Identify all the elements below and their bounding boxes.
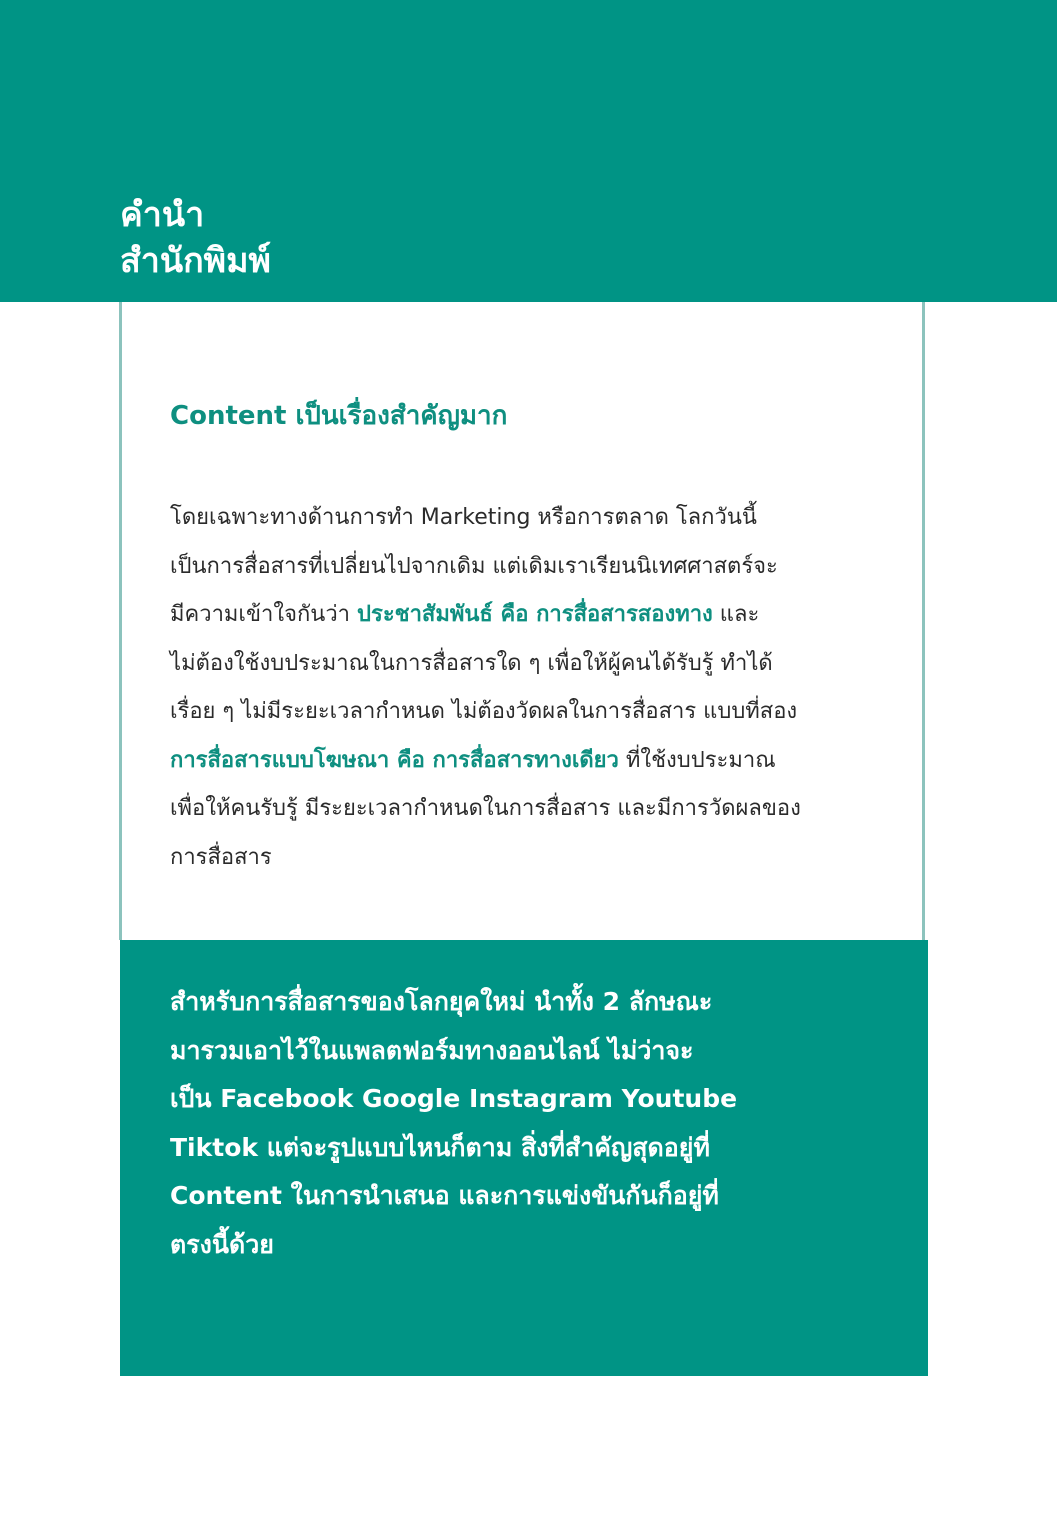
paragraph-line: ไม่ต้องใช้งบประมาณในการสื่อสารใด ๆ เพื่อให้ผู้คนได้รับรู้ ทำได้ [170,650,773,676]
section-heading: Content เป็นเรื่องสำคัญมาก [170,401,508,431]
callout-line: ตรงนี้ด้วย [170,1229,274,1259]
paragraph-line: เป็นการสื่อสารที่เปลี่ยนไปจากเดิม แต่เดิมเราเรียนนิเทศศาสตร์จะ [170,553,778,579]
callout-line: เป็น Facebook Google Instagram Youtube [170,1084,738,1113]
page-title [120,192,271,284]
paragraph-line: โดยเฉพาะทางด้านการทำ Marketing หรือการตลาด โลกวันนี้ [170,505,757,530]
page-title-line-1: คำนำ [120,195,205,235]
callout-line: มารวมเอาไว้ในแพลตฟอร์มทางออนไลน์ ไม่ว่าจะ [170,1035,694,1065]
callout-text [170,978,880,1269]
paragraph-line: เรื่อย ๆ ไม่มีระยะเวลากำหนด ไม่ต้องวัดผลในการสื่อสาร แบบที่สอง [170,699,798,724]
header-band [0,0,1057,302]
callout-line: Content ในการนำเสนอ และการแข่งขันกันก็อยู่ที่ [170,1181,719,1210]
highlight-advertising: การสื่อสารแบบโฆษณา คือ การสื่อสารทางเดียว [170,747,619,773]
callout-box [120,940,928,1376]
body-paragraph [170,494,880,882]
page-title-line-2: สำนักพิมพ์ [120,241,271,281]
paragraph-line: การสื่อสาร [170,844,272,870]
highlight-public-relations: ประชาสัมพันธ์ คือ การสื่อสารสองทาง [357,602,713,627]
paragraph-text: มีความเข้าใจกันว่า [170,602,358,627]
paragraph-text: และ [712,602,760,627]
paragraph-line [170,737,880,786]
paragraph-text: ที่ใช้งบประมาณ [618,747,776,773]
paragraph-line [170,591,880,640]
paragraph-line: เพื่อให้คนรับรู้ มีระยะเวลากำหนดในการสื่อสาร และมีการวัดผลของ [170,796,801,821]
callout-line: สำหรับการสื่อสารของโลกยุคใหม่ นำทั้ง 2 ลักษณะ [170,987,713,1016]
callout-line: Tiktok แต่จะรูปแบบไหนก็ตาม สิ่งที่สำคัญสุดอยู่ที่ [170,1132,710,1162]
